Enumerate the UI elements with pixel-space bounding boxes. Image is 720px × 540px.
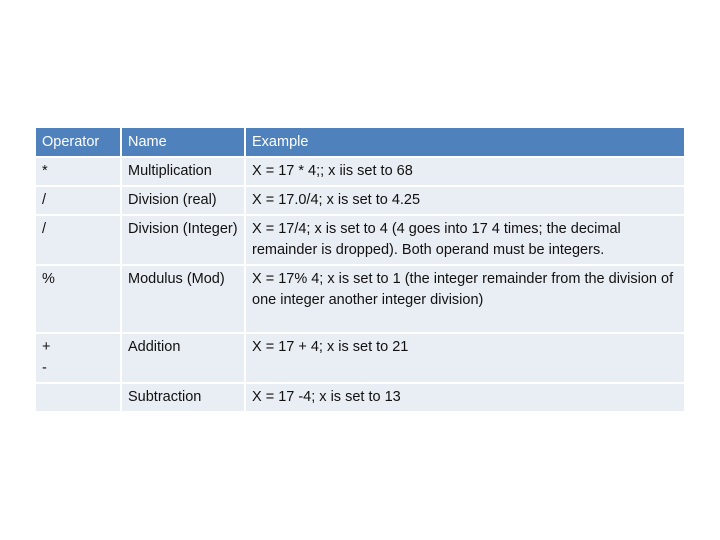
operator-cell xyxy=(36,266,122,332)
operator-symbol: - xyxy=(42,360,47,376)
table-row xyxy=(36,266,684,332)
table-row xyxy=(36,187,684,214)
example-cell: X = 17% 4; x is set to 1 (the integer remainder from the division of one integer another integer division) xyxy=(246,266,684,332)
example-cell: X = 17/4; x is set to 4 (4 goes into 17 4 times; the decimal remainder is dropped). Both operand must be integers. xyxy=(246,216,684,264)
operator-symbol: / xyxy=(42,221,47,237)
operator-cell xyxy=(36,216,122,264)
name-cell: Division (real) xyxy=(122,187,246,214)
table-row xyxy=(36,158,684,185)
name-cell: Subtraction xyxy=(122,384,246,411)
example-cell: X = 17 + 4; x is set to 21 xyxy=(246,334,684,382)
table-row xyxy=(36,334,684,382)
example-cell: X = 17 * 4;; x iis set to 68 xyxy=(246,158,684,185)
operator-symbol: + xyxy=(42,339,51,355)
name-cell: Addition xyxy=(122,334,246,382)
table-row xyxy=(36,216,684,264)
example-cell: X = 17.0/4; x is set to 4.25 xyxy=(246,187,684,214)
header-example: Example xyxy=(246,128,684,156)
operator-cell xyxy=(36,384,122,411)
name-cell: Modulus (Mod) xyxy=(122,266,246,332)
header-name: Name xyxy=(122,128,246,156)
operator-cell xyxy=(36,158,122,185)
operator-symbol: / xyxy=(42,192,47,208)
operator-cell xyxy=(36,187,122,214)
example-cell: X = 17 -4; x is set to 13 xyxy=(246,384,684,411)
name-cell: Multiplication xyxy=(122,158,246,185)
header-row xyxy=(36,128,684,156)
operator-cell xyxy=(36,334,122,382)
operator-symbol: * xyxy=(42,163,48,179)
operators-table xyxy=(36,126,684,413)
operator-symbol: % xyxy=(42,271,55,287)
table-row xyxy=(36,384,684,411)
name-cell: Division (Integer) xyxy=(122,216,246,264)
header-operator: Operator xyxy=(36,128,122,156)
